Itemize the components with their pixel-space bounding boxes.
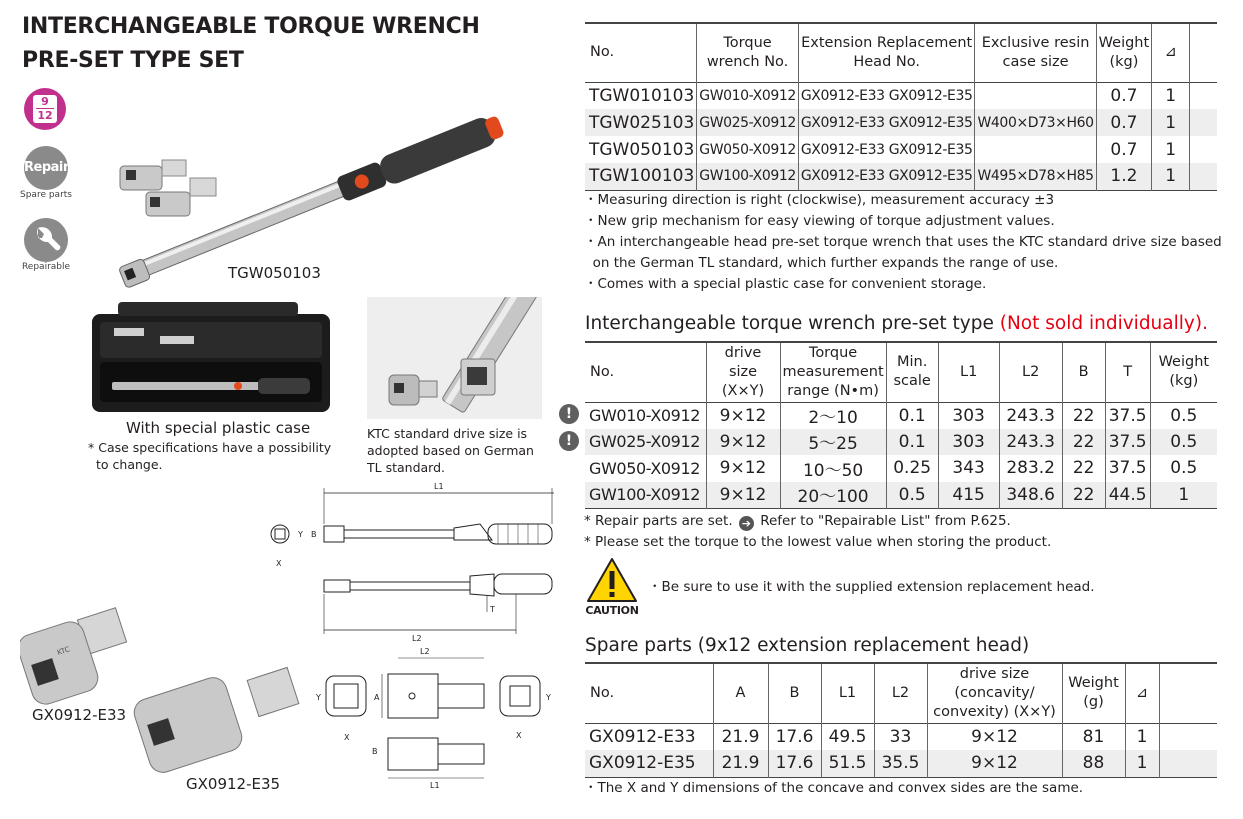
t-label: T — [490, 605, 495, 614]
spare-note: ・The X and Y dimensions of the concave and convex sides are the same. — [584, 780, 1084, 796]
l1: 343 — [938, 455, 999, 482]
header-weight: Weight (kg) — [1096, 23, 1152, 82]
min-scale: 0.1 — [886, 402, 938, 429]
t: 37.5 — [1105, 455, 1150, 482]
repair-badge-caption: Spare parts — [20, 190, 72, 200]
set-note-2: ・New grip mechanism for easy viewing of torque adjustment values. — [584, 213, 1055, 229]
head-l2-label: L2 — [420, 647, 430, 656]
header-t: T — [1105, 342, 1150, 402]
wrench-icon — [24, 218, 68, 262]
weight: 0.7 — [1096, 82, 1152, 109]
warning-icon: ! — [559, 431, 579, 451]
l1: 49.5 — [821, 723, 874, 750]
b: 22 — [1062, 482, 1105, 509]
head-dimension-drawing — [312, 644, 562, 794]
l1: 51.5 — [821, 750, 874, 777]
header-b: B — [1062, 342, 1105, 402]
wrench-no: GW100-X0912 — [589, 485, 701, 504]
qty: 1 — [1152, 82, 1190, 109]
wrench-no: GW025-X0912 — [589, 432, 701, 452]
spare-section-title: Spare parts (9x12 extension replacement head) — [585, 635, 1030, 656]
drive-size: 9×12 — [706, 455, 780, 482]
arrow-right-icon: ➔ — [739, 516, 754, 531]
header-wrench-no: Torque wrench No. — [697, 23, 799, 82]
weight: 0.5 — [1150, 455, 1217, 482]
drive-size-badge — [24, 88, 66, 130]
weight: 88 — [1062, 750, 1125, 777]
table-row — [585, 402, 1217, 429]
drive-size: 9×12 — [706, 402, 780, 429]
wrench-table — [585, 341, 1217, 509]
x-label: X — [276, 559, 282, 568]
head-e35-label: GX0912-E35 — [186, 775, 281, 793]
header-no: No. — [590, 44, 615, 61]
torque-range: 10〜50 — [780, 455, 886, 482]
drive-size-bottom: 12 — [37, 109, 53, 122]
l2: 348.6 — [999, 482, 1062, 509]
wrench-no: GW010-X0912 — [697, 82, 799, 109]
head-y-label-2: Y — [546, 693, 551, 702]
head-no: GX0912-E33 GX0912-E35 — [798, 136, 975, 163]
header-case-size: Exclusive resin case size — [975, 23, 1096, 82]
torque-range: 5〜25 — [780, 429, 886, 456]
b: 17.6 — [768, 750, 821, 777]
case-size — [975, 136, 1096, 163]
repair-parts-note: * Repair parts are set. ➔ Refer to "Repairable List" from P.625. — [584, 513, 1011, 530]
b: 22 — [1062, 455, 1105, 482]
header-l1: L1 — [938, 342, 999, 402]
storage-note: * Please set the torque to the lowest value when storing the product. — [584, 534, 1052, 550]
spare-table — [585, 662, 1217, 778]
plastic-case-image — [88, 300, 334, 414]
wrench-notes — [584, 511, 1051, 553]
header-b: B — [768, 663, 821, 723]
spare-heads-image — [20, 605, 300, 780]
header-drive-size: drive size (X×Y) — [706, 342, 780, 402]
head-no: GX0912-E33 GX0912-E35 — [798, 163, 975, 190]
header-l2: L2 — [999, 342, 1062, 402]
qty: 1 — [1125, 750, 1159, 777]
header-no: No. — [590, 684, 615, 701]
header-l1: L1 — [821, 663, 874, 723]
head-e33-label: GX0912-E33 — [32, 706, 127, 724]
head-a-label: A — [374, 693, 380, 702]
part-no: GX0912-E33 — [589, 726, 696, 747]
header-weight: Weight (g) — [1062, 663, 1125, 723]
drive-size: 9×12 — [927, 723, 1062, 750]
header-min-scale: Min. scale — [886, 342, 938, 402]
wrench-section-title: Interchangeable torque wrench pre-set type (Not sold individually). — [585, 313, 1208, 334]
set-note-5: ・Comes with a special plastic case for convenient storage. — [584, 276, 987, 292]
torque-wrench-image — [110, 66, 560, 296]
set-note-4: on the German TL standard, which further expands the range of use. — [584, 255, 1059, 271]
wrench-no: GW050-X0912 — [697, 136, 799, 163]
repairable-badge-caption: Repairable — [21, 262, 71, 272]
head-b-label: B — [372, 747, 378, 756]
table-row — [585, 136, 1217, 163]
head-l1-label: L1 — [430, 781, 440, 790]
head-x-label-1: X — [344, 733, 350, 742]
case-note: * Case specifications have a possibility to change. — [88, 440, 332, 472]
table-row — [585, 455, 1217, 482]
weight: 0.5 — [1150, 402, 1217, 429]
wrench-no: GW050-X0912 — [589, 458, 701, 478]
qty: 1 — [1152, 163, 1190, 190]
t: 37.5 — [1105, 402, 1150, 429]
a: 21.9 — [713, 723, 768, 750]
header-qty-icon: ⊿ — [1125, 663, 1159, 723]
part-no: GX0912-E35 — [589, 753, 696, 774]
set-no: TGW100103 — [589, 166, 695, 187]
table-row — [585, 163, 1217, 190]
b: 22 — [1062, 402, 1105, 429]
title-line-2: PRE-SET TYPE SET — [22, 48, 244, 73]
head-x-label-2: X — [516, 731, 522, 740]
case-caption: With special plastic case — [126, 419, 311, 437]
header-torque-range: Torque measurement range (N•m) — [780, 342, 886, 402]
head-no: GX0912-E33 GX0912-E35 — [798, 109, 975, 136]
qty: 1 — [1125, 723, 1159, 750]
drive-closeup-image — [367, 297, 542, 419]
min-scale: 0.25 — [886, 455, 938, 482]
torque-range: 20〜100 — [780, 482, 886, 509]
table-row — [585, 482, 1217, 509]
head-brand-label: KTC — [56, 645, 71, 657]
header-qty-icon: ⊿ — [1152, 23, 1190, 82]
repair-badge: Repair — [24, 146, 68, 190]
torque-range: 2〜10 — [780, 402, 886, 429]
header-a: A — [713, 663, 768, 723]
wrench-model-label: TGW050103 — [228, 264, 321, 282]
weight: 81 — [1062, 723, 1125, 750]
set-note-3: ・An interchangeable head pre-set torque wrench that uses the KTC standard drive size based — [584, 234, 1222, 250]
l1-label: L1 — [434, 482, 444, 491]
l2-label: L2 — [412, 634, 422, 643]
set-no: TGW025103 — [589, 112, 695, 133]
header-l2: L2 — [874, 663, 927, 723]
l1: 415 — [938, 482, 999, 509]
b: 17.6 — [768, 723, 821, 750]
wrench-no: GW025-X0912 — [697, 109, 799, 136]
qty: 1 — [1152, 109, 1190, 136]
head-e33-image — [20, 608, 127, 708]
set-note-1: ・Measuring direction is right (clockwise), measurement accuracy ±3 — [584, 192, 1055, 208]
l1: 303 — [938, 402, 999, 429]
l1: 303 — [938, 429, 999, 456]
l2: 243.3 — [999, 402, 1062, 429]
weight: 0.7 — [1096, 109, 1152, 136]
table-row — [585, 429, 1217, 456]
drive-size: 9×12 — [927, 750, 1062, 777]
closeup-note: KTC standard drive size is adopted based on German TL standard. — [367, 426, 534, 475]
table-row — [585, 82, 1217, 109]
table-row — [585, 750, 1217, 777]
l2: 33 — [874, 723, 927, 750]
set-no: TGW010103 — [589, 85, 695, 106]
header-weight: Weight (kg) — [1150, 342, 1217, 402]
head-e35-image — [131, 667, 299, 776]
set-no: TGW050103 — [589, 139, 695, 160]
case-size: W400×D73×H60 — [975, 109, 1096, 136]
title-line-1: INTERCHANGEABLE TORQUE WRENCH — [22, 14, 480, 39]
spare-table-header — [585, 663, 1217, 723]
drive-size: 9×12 — [706, 482, 780, 509]
weight: 1 — [1150, 482, 1217, 509]
case-size: W495×D78×H85 — [975, 163, 1096, 190]
table-row — [585, 723, 1217, 750]
caution-label: CAUTION — [585, 604, 639, 617]
header-drive-size: drive size (concavity/ convexity) (X×Y) — [927, 663, 1062, 723]
spare-head-image-1 — [120, 160, 186, 190]
wrench-table-header — [585, 342, 1217, 402]
weight: 0.7 — [1096, 136, 1152, 163]
wrench-dimension-drawing — [262, 478, 557, 648]
t: 37.5 — [1105, 429, 1150, 456]
caution-text: ・Be sure to use it with the supplied extension replacement head. — [648, 579, 1095, 595]
set-table-header — [585, 23, 1217, 82]
set-notes — [584, 190, 1222, 295]
header-head-no: Extension Replacement Head No. — [798, 23, 975, 82]
weight: 1.2 — [1096, 163, 1152, 190]
wrench-no: GW100-X0912 — [697, 163, 799, 190]
case-size — [975, 82, 1096, 109]
y-label: Y — [298, 530, 303, 539]
wrench-no: GW010-X0912 — [589, 406, 701, 425]
table-row — [585, 109, 1217, 136]
l2: 243.3 — [999, 429, 1062, 456]
not-sold-note: (Not sold individually). — [999, 313, 1208, 334]
warning-icon: ! — [559, 404, 579, 424]
header-no: No. — [590, 363, 615, 380]
drive-size-top: 9 — [41, 95, 49, 108]
t: 44.5 — [1105, 482, 1150, 509]
l2: 283.2 — [999, 455, 1062, 482]
head-y-label-1: Y — [316, 693, 321, 702]
drive-size: 9×12 — [706, 429, 780, 456]
b-label: B — [311, 530, 317, 539]
min-scale: 0.1 — [886, 429, 938, 456]
min-scale: 0.5 — [886, 482, 938, 509]
set-table — [585, 22, 1217, 191]
b: 22 — [1062, 429, 1105, 456]
head-no: GX0912-E33 GX0912-E35 — [798, 82, 975, 109]
a: 21.9 — [713, 750, 768, 777]
weight: 0.5 — [1150, 429, 1217, 456]
l2: 35.5 — [874, 750, 927, 777]
qty: 1 — [1152, 136, 1190, 163]
